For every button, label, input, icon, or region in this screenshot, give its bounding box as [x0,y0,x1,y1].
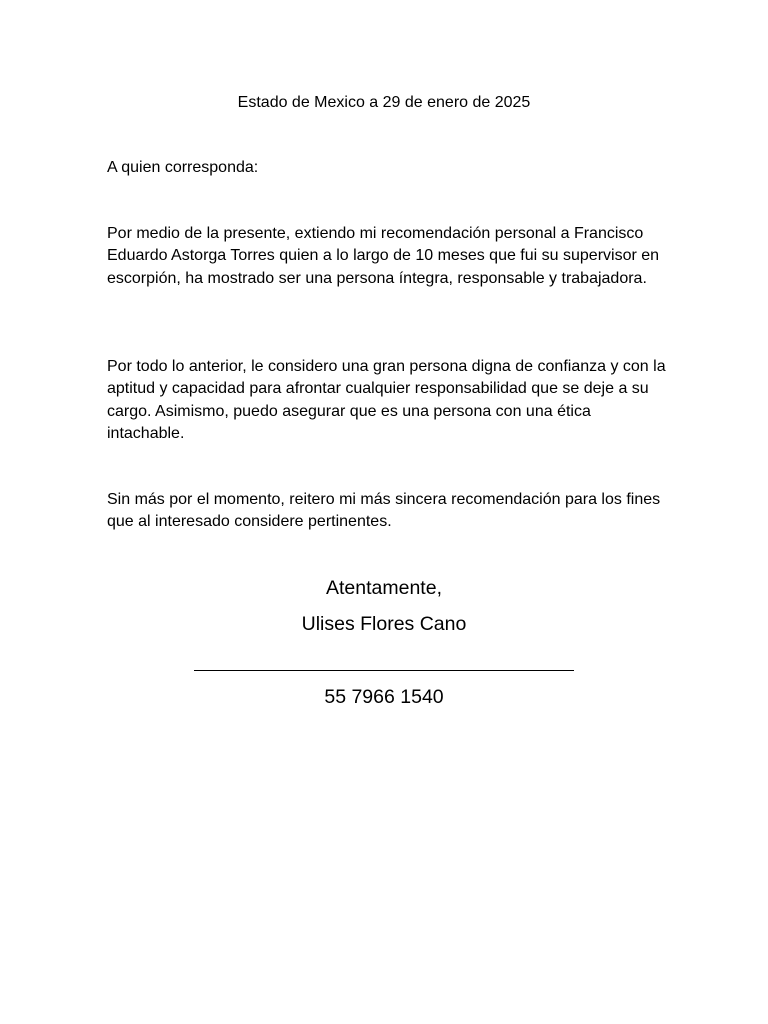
signature-line [194,656,574,671]
paragraph-qualities: Por todo lo anterior, le considero una gran persona digna de confianza y con la aptitud y capacidad para afrontar cualquier responsabilidad que se deje a su cargo. Asimismo, puedo asegurar que es una persona con una ética intachable. [107,358,666,442]
greeting: A quien corresponda: [107,159,259,176]
paragraph-recommendation: Por medio de la presente, extiendo mi recomendación personal a Francisco Eduardo Astorga Torres quien a lo largo de 10 meses que fui su supervisor en escorpión, ha mostrado ser una persona íntegra, responsable y trabajadora. [107,225,660,287]
signer-phone: 55 7966 1540 [324,686,444,708]
date-line: Estado de Mexico a 29 de enero de 2025 [237,94,531,111]
closing-salutation: Atentamente, [326,577,442,599]
signer-name: Ulises Flores Cano [301,613,467,635]
paragraph-farewell: Sin más por el momento, reitero mi más sincera recomendación para los fines que al interesado considere pertinentes. [107,491,661,531]
